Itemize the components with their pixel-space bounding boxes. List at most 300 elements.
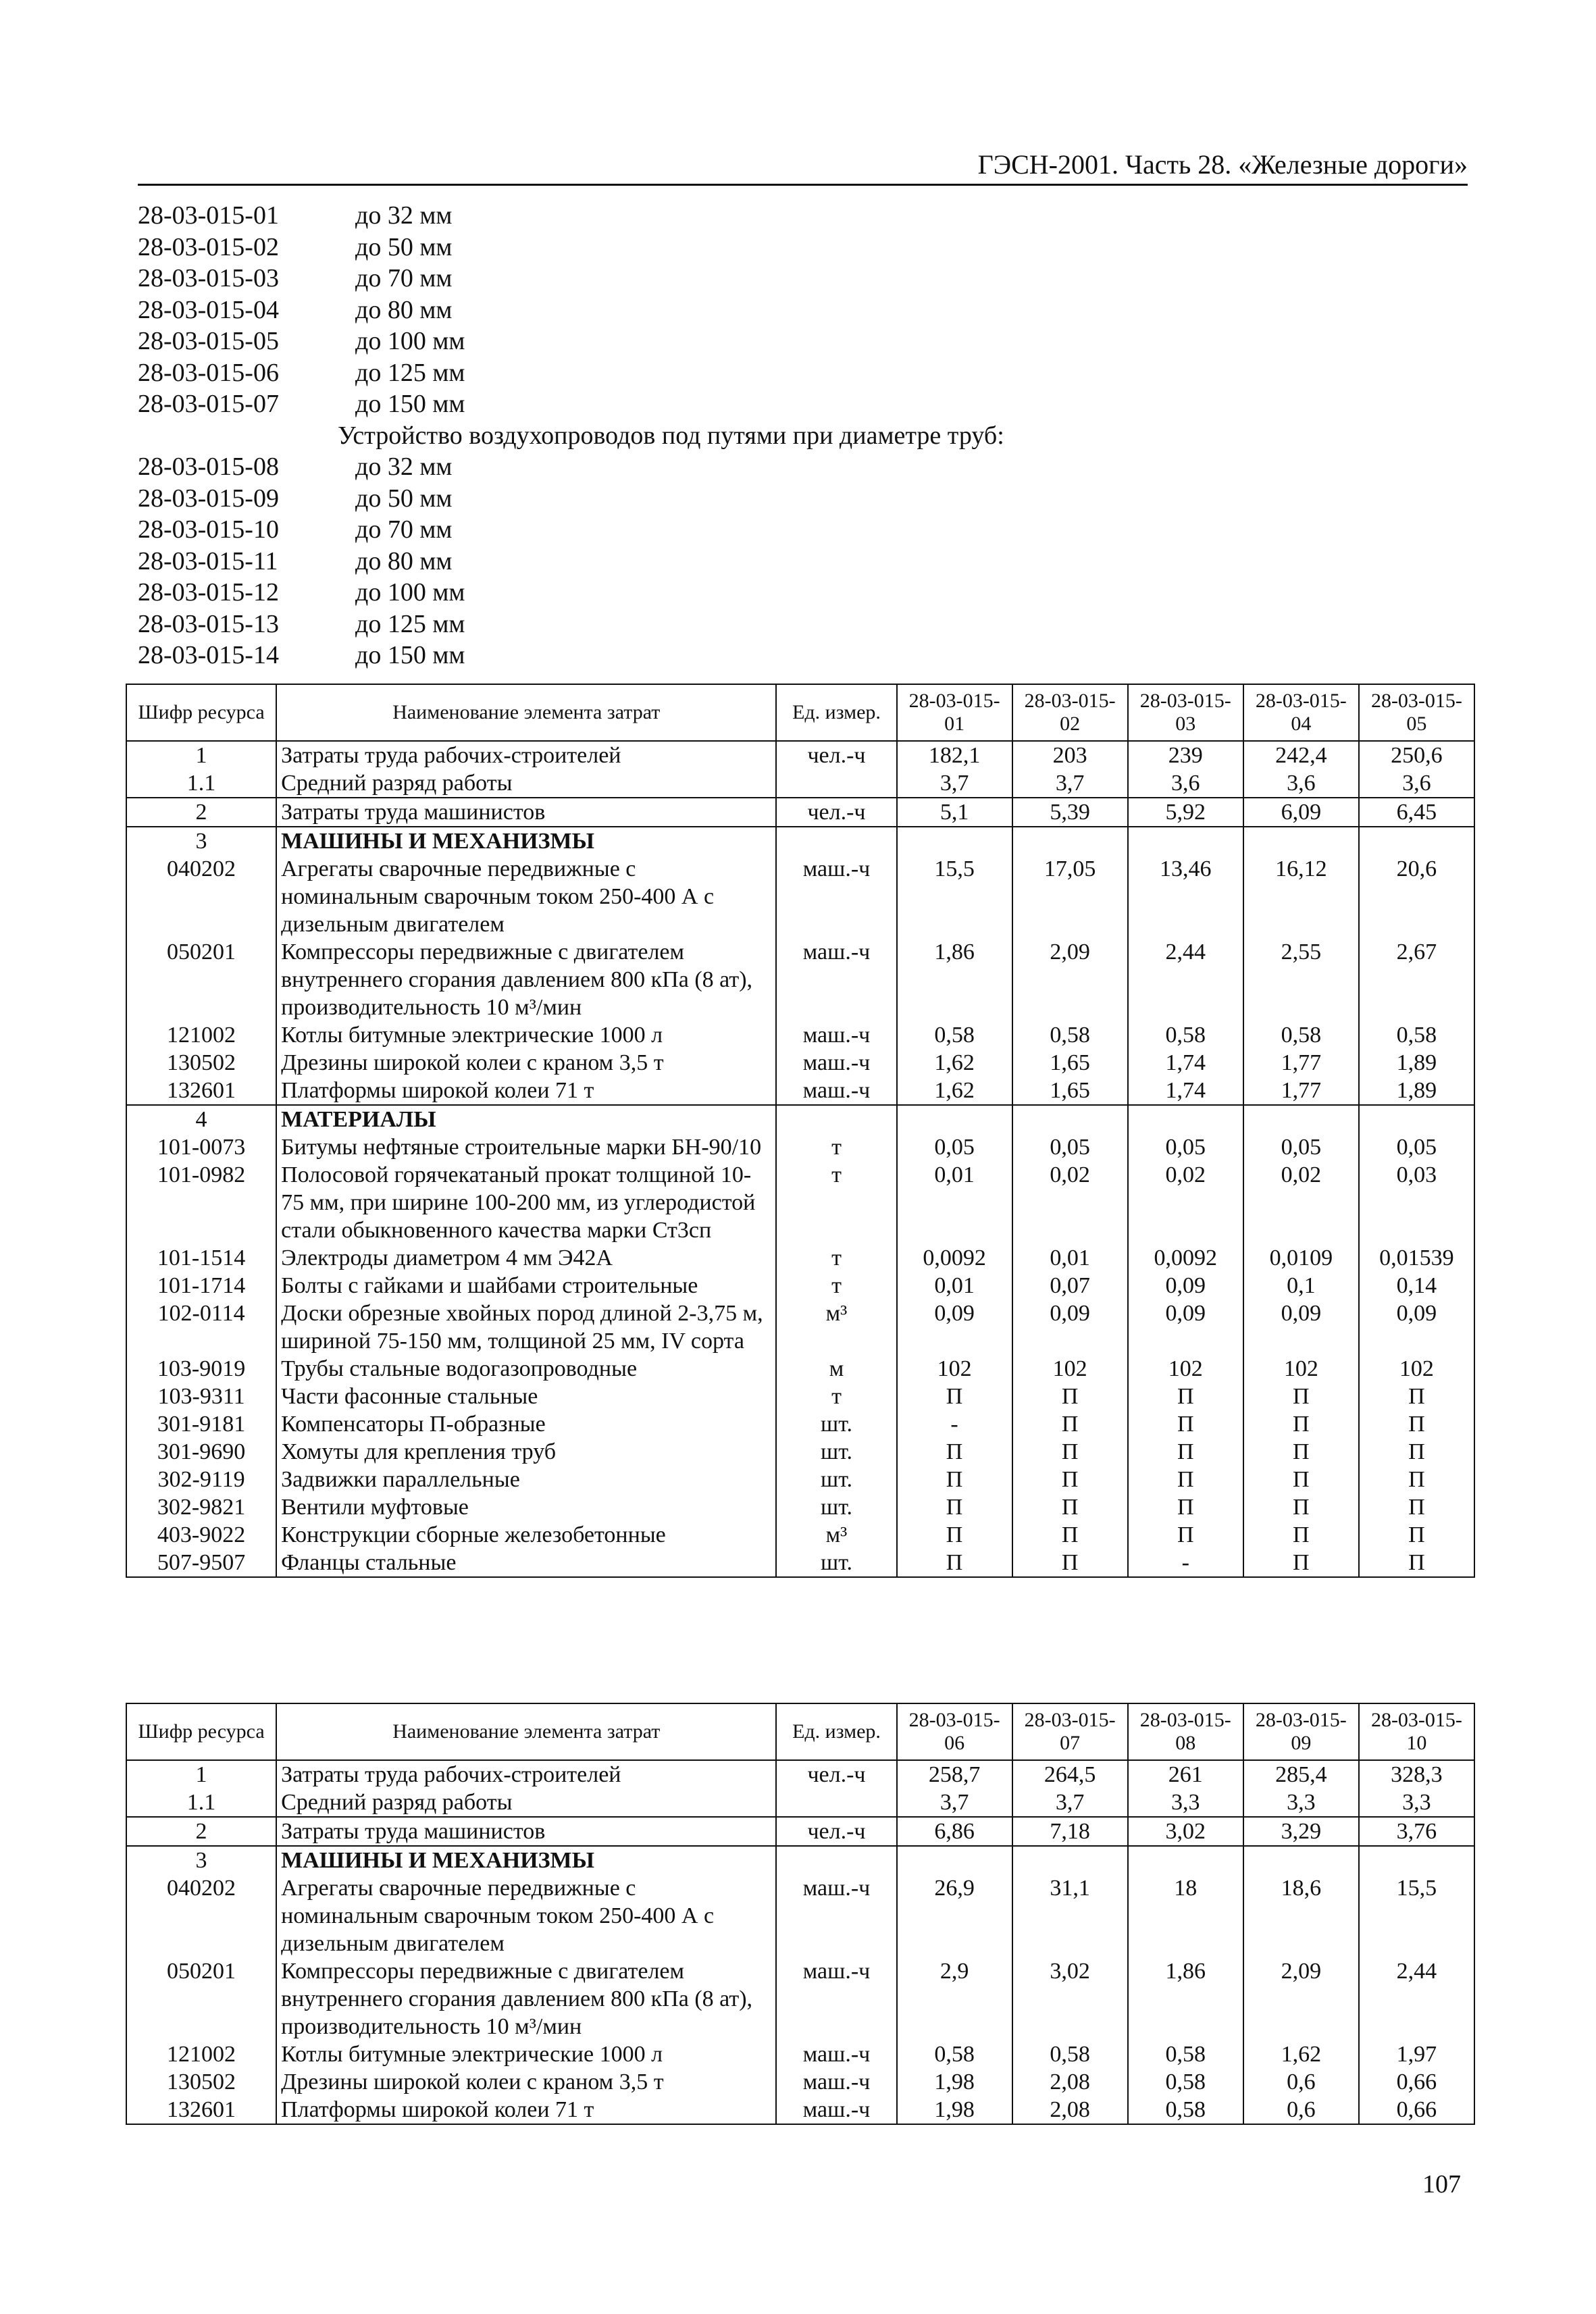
page-header [138, 149, 1468, 186]
resource-table-2 [126, 1703, 1475, 2125]
resource-value: 0,03 [1359, 1161, 1474, 1244]
resource-value: П [1243, 1383, 1359, 1410]
resource-unit: маш.-ч [776, 855, 896, 938]
resource-value: 6,45 [1359, 798, 1474, 827]
resource-code: 3 [126, 1846, 276, 1874]
code-number: 28-03-015-08 [138, 453, 279, 481]
table-row [126, 2068, 1474, 2096]
resource-value: 5,39 [1012, 798, 1128, 827]
resource-value: 0,01539 [1359, 1244, 1474, 1272]
resource-value: 2,09 [1243, 1957, 1359, 2040]
table-row [126, 1789, 1474, 1817]
resource-unit: маш.-ч [776, 1077, 896, 1105]
resource-value [1012, 1105, 1128, 1133]
resource-value [1128, 1105, 1243, 1133]
resource-value: 6,09 [1243, 798, 1359, 827]
resource-name: Средний разряд работы [276, 769, 776, 798]
resource-value: 3,7 [897, 1789, 1012, 1817]
resource-unit: шт. [776, 1549, 896, 1577]
resource-value: П [1012, 1383, 1128, 1410]
resource-value: 0,05 [1128, 1133, 1243, 1161]
resource-value: 5,92 [1128, 798, 1243, 827]
resource-value: 0,09 [1243, 1300, 1359, 1355]
table-row [126, 1410, 1474, 1438]
resource-value: 1,89 [1359, 1077, 1474, 1105]
resource-name: Компенсаторы П-образные [276, 1410, 776, 1438]
resource-value [1243, 1105, 1359, 1133]
resource-value: П [1128, 1438, 1243, 1466]
code-description: до 125 мм [355, 358, 465, 387]
resource-code: 050201 [126, 938, 276, 1021]
resource-value: П [897, 1466, 1012, 1493]
table-row [126, 938, 1474, 1021]
resource-value: 18,6 [1243, 1874, 1359, 1957]
code-description: до 125 мм [355, 609, 465, 638]
resource-value: П [1128, 1466, 1243, 1493]
resource-unit: маш.-ч [776, 2068, 896, 2096]
code-list-item [138, 326, 1421, 357]
code-number: 28-03-015-07 [138, 390, 279, 418]
table-row [126, 1244, 1474, 1272]
resource-value: 1,74 [1128, 1077, 1243, 1105]
resource-value: 0,01 [897, 1272, 1012, 1300]
resource-value: П [1243, 1438, 1359, 1466]
resource-code: 130502 [126, 2068, 276, 2096]
resource-value: П [1128, 1383, 1243, 1410]
resource-value: 2,44 [1359, 1957, 1474, 2040]
resource-code: 130502 [126, 1049, 276, 1077]
resource-value: 3,3 [1359, 1789, 1474, 1817]
resource-value: 1,62 [897, 1077, 1012, 1105]
resource-code: 301-9181 [126, 1410, 276, 1438]
resource-name: Фланцы стальные [276, 1549, 776, 1577]
resource-value: 7,18 [1012, 1817, 1128, 1846]
table-row [126, 1438, 1474, 1466]
resource-value: 102 [1359, 1355, 1474, 1383]
column-header: 28-03-015-04 [1243, 684, 1359, 741]
resource-value: 0,66 [1359, 2096, 1474, 2124]
resource-value: 0,09 [1012, 1300, 1128, 1355]
resource-value: 3,7 [1012, 1789, 1128, 1817]
table-row [126, 1493, 1474, 1521]
code-list-item [138, 483, 1421, 515]
resource-code: 102-0114 [126, 1300, 276, 1355]
code-list-item [138, 514, 1421, 546]
table-row [126, 1817, 1474, 1846]
resource-name: Компрессоры передвижные с двигателем внутреннего сгорания давлением 800 кПа (8 ат), производительность 10 м³/мин [276, 1957, 776, 2040]
resource-unit: чел.-ч [776, 1760, 896, 1789]
resource-unit: шт. [776, 1466, 896, 1493]
code-number: 28-03-015-14 [138, 641, 279, 669]
resource-name: Дрезины широкой колеи с краном 3,5 т [276, 2068, 776, 2096]
code-list-item [138, 640, 1421, 671]
resource-value: 6,86 [897, 1817, 1012, 1846]
resource-value: П [897, 1521, 1012, 1549]
code-list-item [138, 609, 1421, 640]
resource-value: 264,5 [1012, 1760, 1128, 1789]
resource-name: Дрезины широкой колеи с краном 3,5 т [276, 1049, 776, 1077]
table-row [126, 1549, 1474, 1577]
resource-value: 0,6 [1243, 2068, 1359, 2096]
resource-unit: т [776, 1244, 896, 1272]
resource-value [897, 1846, 1012, 1874]
resource-value: 203 [1012, 741, 1128, 769]
code-number: 28-03-015-06 [138, 358, 279, 387]
code-description: до 50 мм [355, 484, 453, 513]
resource-value [1128, 1846, 1243, 1874]
table-row [126, 1383, 1474, 1410]
table-row [126, 1957, 1474, 2040]
table-row [126, 2040, 1474, 2068]
resource-unit: т [776, 1383, 896, 1410]
resource-value: 102 [1012, 1355, 1128, 1383]
header-unit: Ед. измер. [776, 1703, 896, 1760]
column-header: 28-03-015-01 [897, 684, 1012, 741]
table-row [126, 1161, 1474, 1244]
resource-name: Компрессоры передвижные с двигателем внутреннего сгорания давлением 800 кПа (8 ат), производительность 10 м³/мин [276, 938, 776, 1021]
code-description: до 70 мм [355, 515, 453, 544]
header-title: ГЭСН-2001. Часть 28. «Железные дороги» [977, 149, 1468, 180]
resource-value: 0,0109 [1243, 1244, 1359, 1272]
resource-value: П [1359, 1438, 1474, 1466]
header-unit: Ед. измер. [776, 684, 896, 741]
resource-value: 1,89 [1359, 1049, 1474, 1077]
resource-unit: маш.-ч [776, 938, 896, 1021]
resource-unit: маш.-ч [776, 2040, 896, 2068]
resource-name: Битумы нефтяные строительные марки БН-90/10 [276, 1133, 776, 1161]
resource-value: 285,4 [1243, 1760, 1359, 1789]
resource-name: Затраты труда рабочих-строителей [276, 741, 776, 769]
resource-value: 15,5 [1359, 1874, 1474, 1957]
column-header: 28-03-015-02 [1012, 684, 1128, 741]
code-list-item [138, 577, 1421, 609]
table-row [126, 1355, 1474, 1383]
table-row [126, 1077, 1474, 1105]
resource-value: П [1128, 1521, 1243, 1549]
resource-value: 3,76 [1359, 1817, 1474, 1846]
resource-code: 1.1 [126, 769, 276, 798]
resource-unit [776, 1789, 896, 1817]
table-row [126, 1466, 1474, 1493]
resource-name: Агрегаты сварочные передвижные с номинальным сварочным током 250-400 А с дизельным двигателем [276, 1874, 776, 1957]
table-row [126, 1133, 1474, 1161]
resource-value [1359, 1846, 1474, 1874]
resource-code: 1.1 [126, 1789, 276, 1817]
resource-value: 0,14 [1359, 1272, 1474, 1300]
resource-value: 1,77 [1243, 1077, 1359, 1105]
resource-unit: т [776, 1161, 896, 1244]
resource-value: 250,6 [1359, 741, 1474, 769]
table-row [126, 2096, 1474, 2124]
section-row [126, 1846, 1474, 1874]
resource-value: 258,7 [897, 1760, 1012, 1789]
resource-code: 103-9019 [126, 1355, 276, 1383]
resource-code: 3 [126, 827, 276, 855]
resource-value [1012, 827, 1128, 855]
resource-value: - [897, 1410, 1012, 1438]
resource-unit: маш.-ч [776, 1874, 896, 1957]
resource-value: 0,05 [1012, 1133, 1128, 1161]
code-description: до 80 мм [355, 546, 453, 575]
resource-value: 239 [1128, 741, 1243, 769]
resource-code: 132601 [126, 2096, 276, 2124]
resource-value: 3,29 [1243, 1817, 1359, 1846]
resource-name: МАТЕРИАЛЫ [276, 1105, 776, 1133]
resource-value: 0,0092 [897, 1244, 1012, 1272]
code-description: до 80 мм [355, 295, 453, 324]
resource-value: 2,55 [1243, 938, 1359, 1021]
code-list-item [138, 294, 1421, 326]
resource-code: 302-9119 [126, 1466, 276, 1493]
resource-code: 4 [126, 1105, 276, 1133]
table-row [126, 1521, 1474, 1549]
code-description: до 150 мм [355, 390, 465, 418]
resource-unit: т [776, 1272, 896, 1300]
resource-value: 3,6 [1243, 769, 1359, 798]
code-number: 28-03-015-01 [138, 201, 279, 230]
resource-table-1 [126, 684, 1475, 1578]
resource-name: Затраты труда рабочих-строителей [276, 1760, 776, 1789]
resource-value: 0,02 [1243, 1161, 1359, 1244]
table-row [126, 769, 1474, 798]
header-code: Шифр ресурса [126, 684, 276, 741]
resource-value: 261 [1128, 1760, 1243, 1789]
resource-unit: м [776, 1355, 896, 1383]
resource-value: П [1243, 1466, 1359, 1493]
resource-value: 102 [1128, 1355, 1243, 1383]
resource-value: П [1012, 1438, 1128, 1466]
table-row [126, 741, 1474, 769]
resource-unit: шт. [776, 1410, 896, 1438]
resource-name: Агрегаты сварочные передвижные с номинальным сварочным током 250-400 А с дизельным двигателем [276, 855, 776, 938]
code-number: 28-03-015-04 [138, 295, 279, 324]
resource-value: 16,12 [1243, 855, 1359, 938]
resource-code: 101-1514 [126, 1244, 276, 1272]
code-description: до 150 мм [355, 641, 465, 669]
resource-value: П [1243, 1521, 1359, 1549]
code-number: 28-03-015-05 [138, 327, 279, 355]
resource-value: 0,0092 [1128, 1244, 1243, 1272]
resource-value: 2,08 [1012, 2068, 1128, 2096]
resource-code: 103-9311 [126, 1383, 276, 1410]
header-name: Наименование элемента затрат [276, 684, 776, 741]
code-list-item [138, 263, 1421, 294]
column-header: 28-03-015-08 [1128, 1703, 1243, 1760]
table-row [126, 1300, 1474, 1355]
resource-value: 31,1 [1012, 1874, 1128, 1957]
resource-value: 1,62 [897, 1049, 1012, 1077]
resource-code: 040202 [126, 1874, 276, 1957]
column-header: 28-03-015-09 [1243, 1703, 1359, 1760]
resource-unit: м³ [776, 1521, 896, 1549]
resource-value: 1,65 [1012, 1077, 1128, 1105]
resource-value: 2,09 [1012, 938, 1128, 1021]
resource-code: 301-9690 [126, 1438, 276, 1466]
resource-value: 2,67 [1359, 938, 1474, 1021]
resource-value: 1,98 [897, 2096, 1012, 2124]
code-list-item [138, 232, 1421, 263]
resource-code: 1 [126, 1760, 276, 1789]
resource-code: 050201 [126, 1957, 276, 2040]
resource-value: 3,7 [897, 769, 1012, 798]
resource-value [897, 827, 1012, 855]
resource-value: 328,3 [1359, 1760, 1474, 1789]
resource-value: П [1359, 1493, 1474, 1521]
resource-code: 101-1714 [126, 1272, 276, 1300]
resource-value: 3,3 [1128, 1789, 1243, 1817]
resource-value: 0,1 [1243, 1272, 1359, 1300]
resource-value: 1,62 [1243, 2040, 1359, 2068]
resource-value: 0,09 [1359, 1300, 1474, 1355]
resource-value: 18 [1128, 1874, 1243, 1957]
resource-code: 403-9022 [126, 1521, 276, 1549]
code-description: до 32 мм [355, 201, 453, 230]
resource-value: 0,58 [1128, 1021, 1243, 1049]
resource-value: 0,02 [1012, 1161, 1128, 1244]
header-code: Шифр ресурса [126, 1703, 276, 1760]
resource-code: 101-0073 [126, 1133, 276, 1161]
code-description: до 100 мм [355, 578, 465, 607]
resource-value: 0,58 [1012, 2040, 1128, 2068]
resource-value: 15,5 [897, 855, 1012, 938]
code-number: 28-03-015-09 [138, 484, 279, 513]
resource-value: 1,65 [1012, 1049, 1128, 1077]
resource-value: 242,4 [1243, 741, 1359, 769]
resource-value: П [1359, 1466, 1474, 1493]
resource-value: 0,05 [1243, 1133, 1359, 1161]
code-description: до 50 мм [355, 232, 453, 261]
resource-value: П [897, 1549, 1012, 1577]
resource-name: Платформы широкой колеи 71 т [276, 1077, 776, 1105]
code-list-item [138, 200, 1421, 232]
resource-value: 0,09 [1128, 1300, 1243, 1355]
resource-value: 0,05 [1359, 1133, 1474, 1161]
resource-code: 1 [126, 741, 276, 769]
resource-value: 0,58 [1012, 1021, 1128, 1049]
resource-name: Болты с гайками и шайбами строительные [276, 1272, 776, 1300]
column-header: 28-03-015-06 [897, 1703, 1012, 1760]
code-number: 28-03-015-11 [138, 546, 278, 575]
resource-name: Части фасонные стальные [276, 1383, 776, 1410]
code-number: 28-03-015-13 [138, 609, 279, 638]
resource-value: 3,02 [1128, 1817, 1243, 1846]
resource-name: Затраты труда машинистов [276, 1817, 776, 1846]
resource-value: 3,02 [1012, 1957, 1128, 2040]
resource-unit: шт. [776, 1438, 896, 1466]
resource-value: П [1012, 1549, 1128, 1577]
resource-code: 2 [126, 798, 276, 827]
resource-value: 0,58 [1128, 2040, 1243, 2068]
column-header: 28-03-015-05 [1359, 684, 1474, 741]
resource-unit [776, 769, 896, 798]
code-list-item [138, 451, 1421, 483]
resource-code: 507-9507 [126, 1549, 276, 1577]
resource-value: П [897, 1438, 1012, 1466]
resource-value: 0,02 [1128, 1161, 1243, 1244]
resource-unit: чел.-ч [776, 741, 896, 769]
table-row [126, 855, 1474, 938]
resource-name: Конструкции сборные железобетонные [276, 1521, 776, 1549]
resource-value: - [1128, 1549, 1243, 1577]
resource-value: 2,44 [1128, 938, 1243, 1021]
resource-value: П [1359, 1383, 1474, 1410]
resource-unit: шт. [776, 1493, 896, 1521]
resource-name: Котлы битумные электрические 1000 л [276, 2040, 776, 2068]
resource-value: П [897, 1383, 1012, 1410]
resource-name: Котлы битумные электрические 1000 л [276, 1021, 776, 1049]
resource-value: 0,09 [1128, 1272, 1243, 1300]
resource-value: 13,46 [1128, 855, 1243, 938]
resource-value: 0,58 [1128, 2096, 1243, 2124]
resource-value: 3,6 [1128, 769, 1243, 798]
resource-value: 0,58 [897, 1021, 1012, 1049]
resource-name: Полосовой горячекатаный прокат толщиной 10-75 мм, при ширине 100-200 мм, из углеродистой стали обыкновенного качества марки Ст3сп [276, 1161, 776, 1244]
resource-name: МАШИНЫ И МЕХАНИЗМЫ [276, 1846, 776, 1874]
resource-value: 0,58 [1243, 1021, 1359, 1049]
page-number: 107 [1422, 2170, 1461, 2199]
section-row [126, 827, 1474, 855]
resource-value: 182,1 [897, 741, 1012, 769]
resource-unit: маш.-ч [776, 1021, 896, 1049]
code-subheading: Устройство воздухопроводов под путями при диаметре труб: [338, 421, 1004, 450]
code-list-item [138, 546, 1421, 577]
resource-value: 0,01 [897, 1161, 1012, 1244]
resource-value: 0,6 [1243, 2096, 1359, 2124]
resource-name: Платформы широкой колеи 71 т [276, 2096, 776, 2124]
code-number: 28-03-015-03 [138, 264, 279, 292]
code-description: до 100 мм [355, 327, 465, 355]
resource-code: 101-0982 [126, 1161, 276, 1244]
resource-unit [776, 827, 896, 855]
resource-value: 0,09 [897, 1300, 1012, 1355]
resource-code: 121002 [126, 2040, 276, 2068]
resource-unit: м³ [776, 1300, 896, 1355]
section-row [126, 1105, 1474, 1133]
resource-value: 0,05 [897, 1133, 1012, 1161]
resource-value: 26,9 [897, 1874, 1012, 1957]
column-header: 28-03-015-03 [1128, 684, 1243, 741]
column-header: 28-03-015-07 [1012, 1703, 1128, 1760]
resource-value: П [1359, 1410, 1474, 1438]
resource-value: 3,6 [1359, 769, 1474, 798]
resource-name: Вентили муфтовые [276, 1493, 776, 1521]
resource-value: П [1243, 1549, 1359, 1577]
code-number: 28-03-015-12 [138, 578, 279, 607]
resource-value [1243, 827, 1359, 855]
resource-value: 0,58 [897, 2040, 1012, 2068]
resource-value: 102 [897, 1355, 1012, 1383]
table-row [126, 1874, 1474, 1957]
resource-value: П [1128, 1410, 1243, 1438]
resource-value: 2,9 [897, 1957, 1012, 2040]
resource-value [1243, 1846, 1359, 1874]
resource-value: 20,6 [1359, 855, 1474, 938]
resource-value [1012, 1846, 1128, 1874]
resource-value: 1,77 [1243, 1049, 1359, 1077]
resource-value: П [1359, 1549, 1474, 1577]
resource-name: Доски обрезные хвойных пород длиной 2-3,75 м, шириной 75-150 мм, толщиной 25 мм, IV сорта [276, 1300, 776, 1355]
resource-name: МАШИНЫ И МЕХАНИЗМЫ [276, 827, 776, 855]
resource-code: 121002 [126, 1021, 276, 1049]
code-subheading-row [138, 420, 1421, 452]
resource-value: 102 [1243, 1355, 1359, 1383]
table-row [126, 1021, 1474, 1049]
resource-unit: чел.-ч [776, 1817, 896, 1846]
resource-name: Хомуты для крепления труб [276, 1438, 776, 1466]
resource-value [897, 1105, 1012, 1133]
resource-unit: маш.-ч [776, 1049, 896, 1077]
table-row [126, 1049, 1474, 1077]
